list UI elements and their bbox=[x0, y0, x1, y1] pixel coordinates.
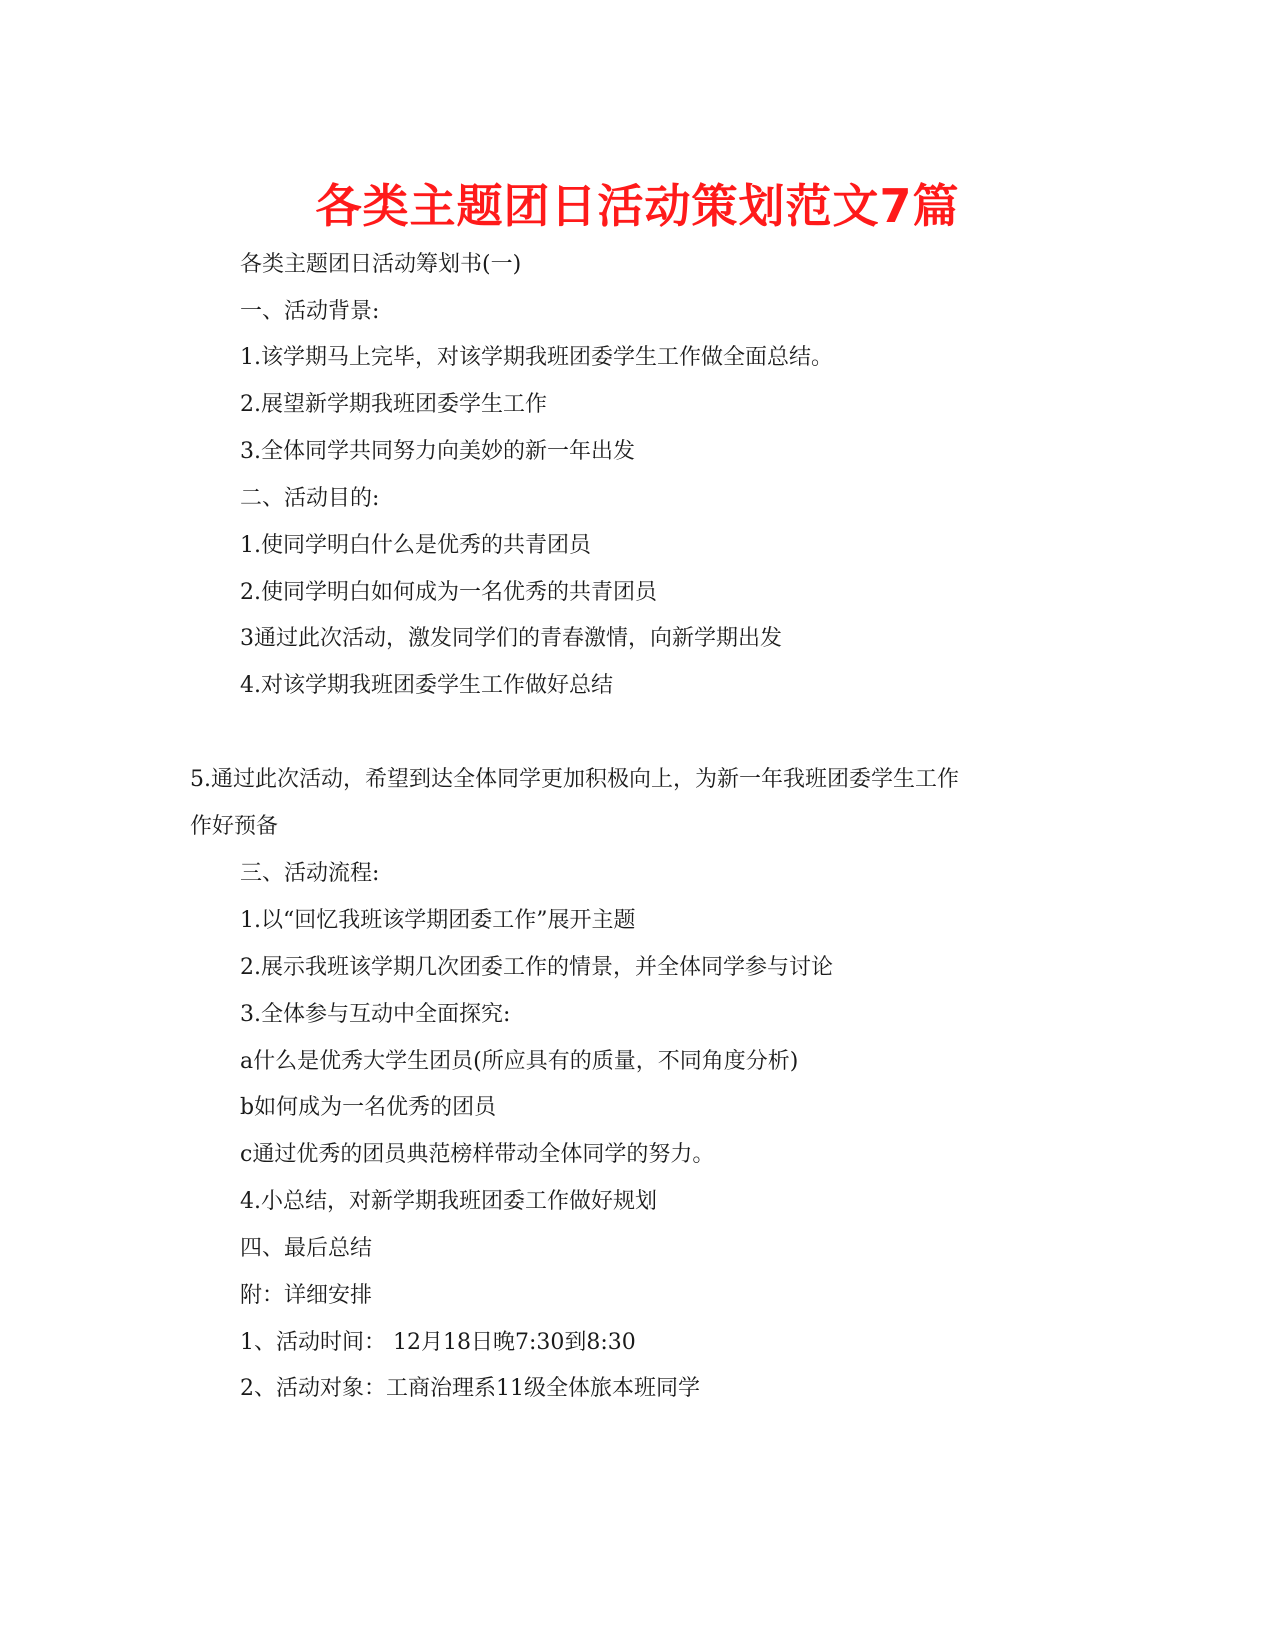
section-heading: 各类主题团日活动筹划书(一) bbox=[240, 252, 522, 277]
paragraph: a什么是优秀大学生团员(所应具有的质量，不同角度分析) bbox=[240, 1049, 799, 1074]
paragraph: 3通过此次活动，激发同学们的青春激情，向新学期出发 bbox=[240, 626, 782, 651]
paragraph: 3.全体参与互动中全面探究: bbox=[240, 1002, 511, 1027]
document-title: 各类主题团日活动策划范文7篇 bbox=[315, 179, 960, 233]
paragraph-continuation: 作好预备 bbox=[190, 814, 279, 839]
subsection-heading: 四、最后总结 bbox=[240, 1236, 373, 1261]
paragraph: 2.展示我班该学期几次团委工作的情景，并全体同学参与讨论 bbox=[240, 955, 833, 980]
paragraph: c通过优秀的团员典范榜样带动全体同学的努力。 bbox=[240, 1142, 715, 1167]
paragraph: 附：详细安排 bbox=[240, 1283, 373, 1308]
paragraph: 2、活动对象：工商治理系11级全体旅本班同学 bbox=[240, 1376, 700, 1401]
subsection-heading: 三、活动流程: bbox=[240, 861, 380, 886]
paragraph: 2.使同学明白如何成为一名优秀的共青团员 bbox=[240, 580, 657, 605]
paragraph: 1.以“回忆我班该学期团委工作”展开主题 bbox=[240, 908, 636, 933]
paragraph: b如何成为一名优秀的团员 bbox=[240, 1095, 497, 1120]
subsection-heading: 二、活动目的: bbox=[240, 486, 380, 511]
paragraph: 4.小总结，对新学期我班团委工作做好规划 bbox=[240, 1189, 657, 1214]
paragraph: 1、活动时间： 12月18日晚7:30到8:30 bbox=[240, 1330, 636, 1355]
paragraph: 2.展望新学期我班团委学生工作 bbox=[240, 392, 547, 417]
subsection-heading: 一、活动背景: bbox=[240, 299, 380, 324]
paragraph: 5.通过此次活动，希望到达全体同学更加积极向上，为新一年我班团委学生工作 bbox=[190, 767, 959, 792]
paragraph: 1.该学期马上完毕，对该学期我班团委学生工作做全面总结。 bbox=[240, 345, 833, 370]
paragraph: 3.全体同学共同努力向美妙的新一年出发 bbox=[240, 439, 635, 464]
paragraph: 4.对该学期我班团委学生工作做好总结 bbox=[240, 673, 613, 698]
paragraph: 1.使同学明白什么是优秀的共青团员 bbox=[240, 533, 591, 558]
